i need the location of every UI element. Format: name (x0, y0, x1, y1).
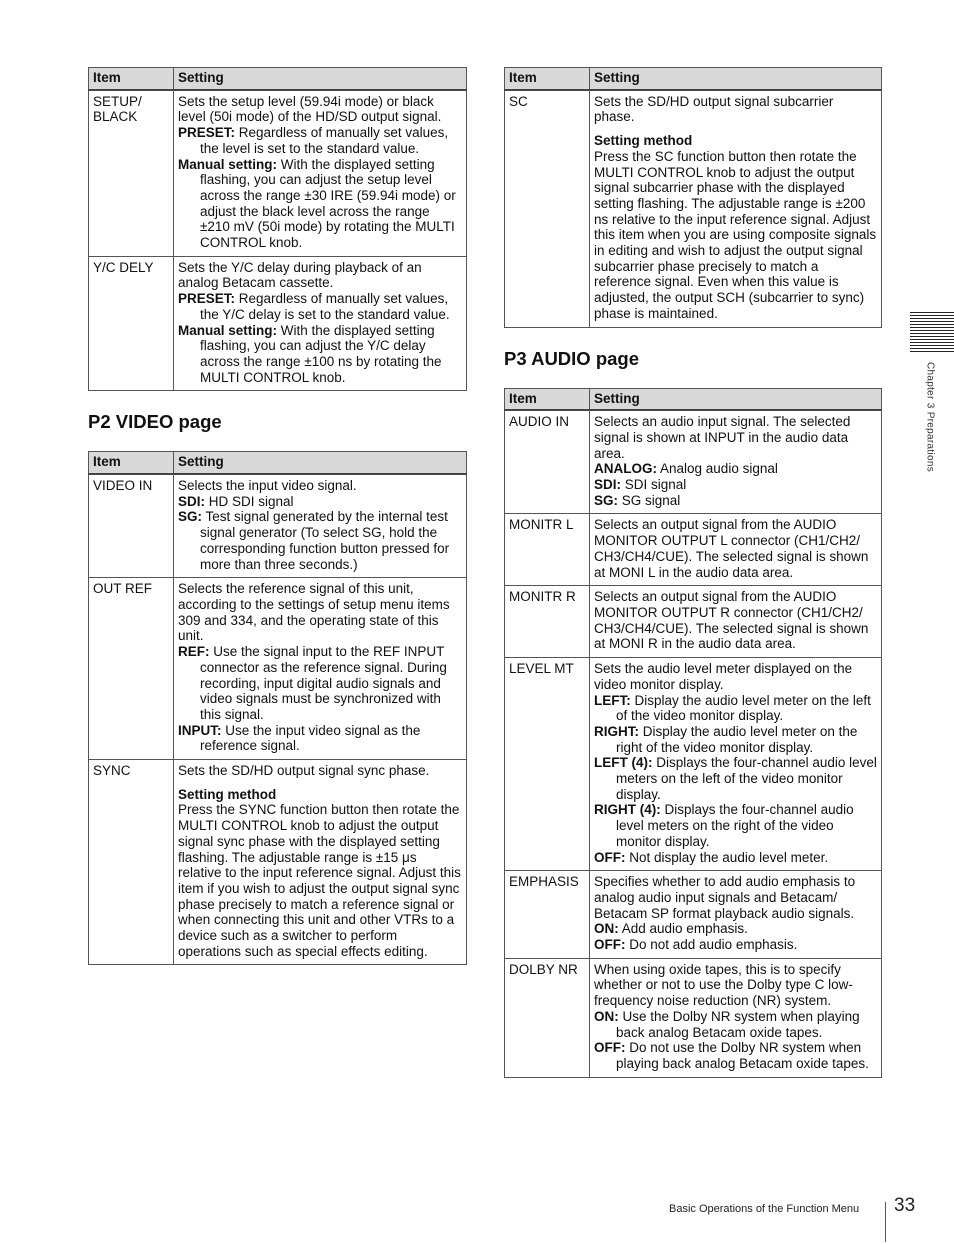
option-label: LEFT (4): (594, 755, 653, 771)
option-label: RIGHT: (594, 723, 639, 739)
table-row (89, 256, 467, 391)
option-text: SDI signal (621, 477, 687, 493)
description-paragraph (594, 149, 877, 322)
option-label: OFF: (594, 849, 626, 865)
description-paragraph (594, 1009, 877, 1040)
table-row (89, 760, 467, 965)
option-label: ON: (594, 1008, 619, 1024)
option-label: SDI: (178, 493, 205, 509)
row-item-name: Y/C DELY (89, 256, 174, 391)
option-label: RIGHT (4): (594, 802, 661, 818)
option-label: Setting method (178, 786, 277, 802)
option-text: Sets the SD/HD output signal sync phase. (178, 763, 430, 779)
footer-divider (885, 1202, 886, 1242)
option-text: With the displayed setting flashing, you can adjust the setup level across the range ±30 IRE (59.94i mode) or adjust the black level across the range ±210 mV (50i mode) by rotating the MULTI CONTROL knob. (200, 156, 456, 251)
row-item-name: MONITR L (505, 514, 590, 586)
option-text: Displays the four-channel audio level meters on the left of the video monitor display. (616, 755, 877, 802)
option-text: Sets the audio level meter displayed on the video monitor display. (594, 661, 853, 692)
row-item-name: DOLBY NR (505, 958, 590, 1077)
row-item-name: VIDEO IN (89, 474, 174, 578)
table-row (505, 871, 882, 959)
description-paragraph (178, 763, 462, 779)
row-setting-description (590, 90, 882, 327)
option-text: When using oxide tapes, this is to specify whether or not to use the Dolby type C low-frequency noise reduction (NR) system. (594, 961, 853, 1009)
row-item-name: AUDIO IN (505, 410, 590, 514)
description-paragraph (594, 693, 877, 724)
description-paragraph (594, 1040, 877, 1071)
description-paragraph (178, 157, 462, 251)
description-paragraph (594, 461, 877, 477)
description-paragraph (178, 323, 462, 386)
description-paragraph (594, 493, 877, 509)
table-row (89, 90, 467, 257)
description-paragraph (594, 724, 877, 755)
column-header-setting: Setting (174, 68, 467, 90)
chapter-side-label: Chapter 3 Preparations (924, 362, 936, 472)
option-label: LEFT: (594, 692, 631, 708)
option-text: Use the signal input to the REF INPUT connector as the reference signal. During recording, input digital audio signals and video signals must be synchronized with this signal. (200, 644, 447, 722)
description-paragraph (178, 644, 462, 723)
table-header-row (89, 452, 467, 474)
option-text: SG signal (618, 492, 681, 508)
description-paragraph (178, 581, 462, 644)
option-label: OFF: (594, 1040, 626, 1056)
description-paragraph (178, 478, 462, 494)
description-paragraph (178, 260, 462, 291)
description-paragraph (594, 414, 877, 461)
row-item-name: SYNC (89, 760, 174, 965)
option-label: SG: (178, 509, 203, 525)
table-row (505, 514, 882, 586)
description-paragraph (594, 874, 877, 921)
option-text: Use the input video signal as the reference signal. (200, 722, 421, 754)
option-text: Sets the setup level (59.94i mode) or black level (50i mode) of the HD/SD output signal. (178, 93, 442, 125)
description-paragraph (178, 94, 462, 125)
column-header-item: Item (89, 452, 174, 474)
section-title-p3-audio: P3 AUDIO page (504, 347, 640, 369)
row-setting-description (174, 578, 467, 760)
option-text: Press the SC function button then rotate the MULTI CONTROL knob to adjust the output signal subcarrier phase with the displayed setting flashing. The adjustable range is ±200 ns relative to the input reference signal. Adjust this item when you are using composite signals in editing and wish to adjust the output signal subcarrier phase precisely to match a reference signal. Even when this value is adjusted, the output SCH (subcarrier to sync) phase is maintained. (594, 148, 877, 321)
row-item-name: SC (505, 90, 590, 327)
option-label: PRESET: (178, 291, 236, 307)
description-paragraph (594, 850, 877, 866)
row-item-name: LEVEL MT (505, 658, 590, 871)
row-setting-description (590, 410, 882, 514)
description-paragraph (594, 517, 877, 580)
option-text: Analog audio signal (657, 461, 778, 477)
right-column (504, 67, 882, 1078)
page-number: 33 (894, 1195, 916, 1216)
option-text: Display the audio level meter on the left of the video monitor display. (616, 692, 871, 724)
description-paragraph (178, 802, 462, 959)
description-paragraph (594, 133, 877, 149)
settings-table-p2-sc (504, 67, 882, 328)
table-row (505, 658, 882, 871)
column-header-setting: Setting (590, 68, 882, 90)
option-text: With the displayed setting flashing, you can adjust the Y/C delay across the range ±100 ns by rotating the MULTI CONTROL knob. (200, 322, 442, 385)
description-paragraph (178, 291, 462, 322)
footer-title: Basic Operations of the Function Menu (669, 1203, 860, 1215)
description-paragraph (594, 962, 877, 1009)
option-text: Do not add audio emphasis. (625, 937, 798, 953)
table-row (505, 410, 882, 514)
description-paragraph (594, 802, 877, 849)
description-paragraph (178, 494, 462, 510)
option-text: Specifies whether to add audio emphasis to analog audio input signals and Betacam/ Betacam SP format playback audio signals. (594, 874, 856, 921)
option-text: HD SDI signal (205, 493, 294, 509)
description-paragraph (594, 589, 877, 652)
option-label: OFF: (594, 937, 626, 953)
row-setting-description (174, 90, 467, 257)
description-paragraph (594, 477, 877, 493)
option-text: Selects the reference signal of this unit, according to the settings of setup menu items 309 and 334, and the operating state of this unit. (178, 581, 450, 644)
settings-table-p1 (88, 67, 467, 391)
option-label: REF: (178, 644, 210, 660)
option-text: Selects the input video signal. (178, 478, 357, 494)
option-text: Use the Dolby NR system when playing back analog Betacam oxide tapes. (616, 1008, 860, 1040)
option-label: Setting method (594, 133, 693, 149)
table-row (505, 958, 882, 1077)
option-label: ANALOG: (594, 461, 657, 477)
column-header-setting: Setting (174, 452, 467, 474)
row-setting-description (590, 586, 882, 658)
row-setting-description (590, 514, 882, 586)
option-label: PRESET: (178, 125, 236, 141)
table-header-row (505, 68, 882, 90)
description-paragraph (178, 787, 462, 803)
option-text: Selects an output signal from the AUDIO MONITOR OUTPUT R connector (CH1/CH2/ CH3/CH4/CUE). The selected signal is shown at MONI R in the audio data area. (594, 589, 869, 652)
option-label: INPUT: (178, 722, 222, 738)
option-text: Press the SYNC function button then rotate the MULTI CONTROL knob to adjust the output signal sync phase with the displayed setting flashing. The adjustable range is ±15 μs relative to the input reference signal. Adjust this item if you wish to adjust the output signal sync phase precisely to match a reference signal or when connecting this unit and other VTRs to a device such as a switcher to perform operations such as special effects editing. (178, 802, 461, 959)
option-text: Displays the four-channel audio level meters on the right of the video monitor display. (616, 802, 854, 849)
description-paragraph (178, 723, 462, 754)
description-paragraph (594, 661, 877, 692)
table-header-row (89, 68, 467, 90)
table-row (89, 474, 467, 578)
option-label: Manual setting: (178, 322, 278, 338)
option-label: SDI: (594, 477, 621, 493)
row-setting-description (174, 474, 467, 578)
option-text: Add audio emphasis. (618, 921, 748, 937)
option-text: Test signal generated by the internal test signal generator (To select SG, hold the corresponding function button pressed for more than three seconds.) (200, 509, 450, 572)
row-setting-description (590, 658, 882, 871)
row-item-name: OUT REF (89, 578, 174, 760)
option-text: Regardless of manually set values, the level is set to the standard value. (200, 125, 449, 156)
option-label: SG: (594, 492, 619, 508)
description-paragraph (178, 125, 462, 156)
option-text: Sets the SD/HD output signal subcarrier phase. (594, 93, 834, 125)
option-text: Do not use the Dolby NR system when playing back analog Betacam oxide tapes. (616, 1040, 869, 1071)
option-text: Selects an audio input signal. The selected signal is shown at INPUT in the audio data area. (594, 414, 851, 461)
row-item-name: EMPHASIS (505, 871, 590, 959)
settings-table-p2-video (88, 451, 467, 965)
option-label: ON: (594, 921, 619, 937)
option-text: Selects an output signal from the AUDIO MONITOR OUTPUT L connector (CH1/CH2/ CH3/CH4/CUE). The selected signal is shown at MONI L in the audio data area. (594, 517, 869, 580)
table-row (505, 90, 882, 327)
row-item-name: SETUP/ BLACK (89, 90, 174, 257)
column-header-setting: Setting (590, 388, 882, 410)
description-paragraph (594, 94, 877, 125)
row-setting-description (590, 958, 882, 1077)
description-paragraph (594, 937, 877, 953)
column-header-item: Item (505, 388, 590, 410)
description-paragraph (594, 755, 877, 802)
option-text: Not display the audio level meter. (625, 849, 829, 865)
description-paragraph (178, 509, 462, 572)
row-setting-description (174, 760, 467, 965)
table-row (89, 578, 467, 760)
row-setting-description (174, 256, 467, 391)
table-row (505, 586, 882, 658)
description-paragraph (594, 921, 877, 937)
option-label: Manual setting: (178, 156, 278, 172)
option-text: Display the audio level meter on the right of the video monitor display. (616, 723, 858, 755)
column-header-item: Item (89, 68, 174, 90)
option-text: Regardless of manually set values, the Y/C delay is set to the standard value. (200, 291, 450, 322)
left-column (88, 67, 467, 965)
row-setting-description (590, 871, 882, 959)
settings-table-p3-audio (504, 388, 882, 1078)
option-text: Sets the Y/C delay during playback of an analog Betacam cassette. (178, 259, 422, 291)
section-title-p2-video: P2 VIDEO page (88, 411, 222, 433)
table-header-row (505, 388, 882, 410)
chapter-tab-marker (910, 312, 954, 354)
column-header-item: Item (505, 68, 590, 90)
row-item-name: MONITR R (505, 586, 590, 658)
